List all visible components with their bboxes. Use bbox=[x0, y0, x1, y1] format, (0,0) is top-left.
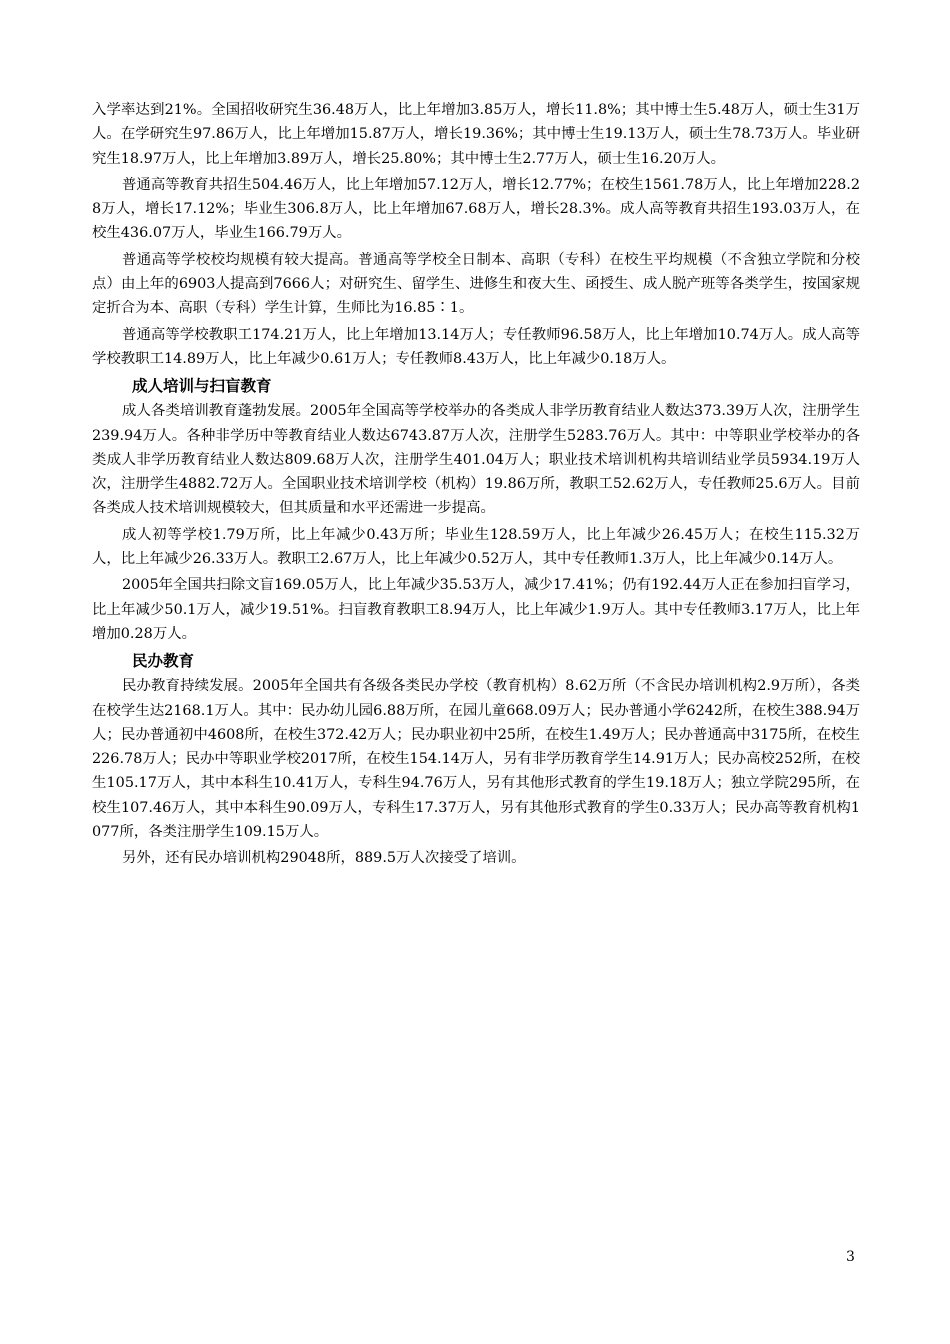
section-heading-private-education: 民办教育 bbox=[132, 652, 195, 671]
page-number: 3 bbox=[846, 1249, 855, 1265]
paragraph-graduate-enrollment: 入学率达到21%。全国招收研究生36.48万人，比上年增加3.85万人，增长11.8%；其中博士生5.48万人，硕士生31万人。在学研究生97.86万人，比上年增加15.87万人，增长19.36%；其中博士生19.13万人，硕士生78.73万人。毕业研究生18.97万人，比上年增加3.89万人，增长25.80%；其中博士生2.77万人，硕士生16.20万人。 bbox=[92, 102, 860, 167]
paragraph-school-scale: 普通高等学校校均规模有较大提高。普通高等学校全日制本、高职（专科）在校生平均规模（不含独立学院和分校点）由上年的6903人提高到7666人；对研究生、留学生、进修生和夜大生、函授生、成人脱产班等各类学生，按国家规定折合为本、高职（专科）学生计算，生师比为16.85∶1。 bbox=[92, 251, 860, 317]
paragraph-adult-training: 成人各类培训教育蓬勃发展。2005年全国高等学校举办的各类成人非学历教育结业人数达373.39万人次，注册学生239.94万人。各种非学历中等教育结业人数达6743.87万人次，注册学生5283.76万人。其中：中等职业学校举办的各类成人非学历教育结业人数达809.68万人次，注册学生401.04万人；职业技术培训机构共培训结业学员5934.19万人次，注册学生4882.72万人。全国职业技术培训学校（机构）19.86万所，教职工52.62万人，专任教师25.6万人。目前各类成人技术培训规模较大，但其质量和水平还需进一步提高。 bbox=[92, 403, 860, 517]
paragraph-private-education: 民办教育持续发展。2005年全国共有各级各类民办学校（教育机构）8.62万所（不含民办培训机构2.9万所），各类在校学生达2168.1万人。其中：民办幼儿园6.88万所，在园儿童668.09万人；民办普通小学6242所，在校生388.94万人；民办普通初中4608所，在校生372.42万人；民办职业初中25所，在校生1.49万人；民办普通高中3175所，在校生226.78万人；民办中等职业学校2017所，在校生154.14万人，另有非学历教育学生14.91万人；民办高校252所，在校生105.17万人，其中本科生10.41万人，专科生94.76万人，另有其他形式教育的学生19.18万人；独立学院295所，在校生107.46万人，其中本科生90.09万人，专科生17.37万人，另有其他形式教育的学生0.33万人；民办高等教育机构1077所，各类注册学生109.15万人。 bbox=[92, 678, 860, 841]
paragraph-private-training: 另外，还有民办培训机构29048所，889.5万人次接受了培训。 bbox=[122, 850, 526, 867]
section-heading-adult-training: 成人培训与扫盲教育 bbox=[132, 377, 272, 396]
paragraph-adult-primary-schools: 成人初等学校1.79万所，比上年减少0.43万所；毕业生128.59万人，比上年减少26.45万人；在校生115.32万人，比上年减少26.33万人。教职工2.67万人，比上年减少0.52万人，其中专任教师1.3万人，比上年减少0.14万人。 bbox=[92, 526, 860, 568]
paragraph-literacy: 2005年全国共扫除文盲169.05万人，比上年减少35.53万人，减少17.41%；仍有192.44万人正在参加扫盲学习，比上年减少50.1万人，减少19.51%。扫盲教育教职工8.94万人，比上年减少1.9万人。其中专任教师3.17万人，比上年增加0.28万人。 bbox=[92, 577, 860, 642]
paragraph-regular-higher-education: 普通高等教育共招生504.46万人，比上年增加57.12万人，增长12.77%；在校生1561.78万人，比上年增加228.28万人，增长17.12%；毕业生306.8万人，比上年增加67.68万人，增长28.3%。成人高等教育共招生193.03万人，在校生436.07万人，毕业生166.79万人。 bbox=[92, 176, 860, 242]
paragraph-faculty-staff: 普通高等学校教职工174.21万人，比上年增加13.14万人；专任教师96.58万人，比上年增加10.74万人。成人高等学校教职工14.89万人，比上年减少0.61万人；专任教师8.43万人，比上年减少0.18万人。 bbox=[92, 326, 860, 367]
page-content bbox=[92, 98, 860, 873]
